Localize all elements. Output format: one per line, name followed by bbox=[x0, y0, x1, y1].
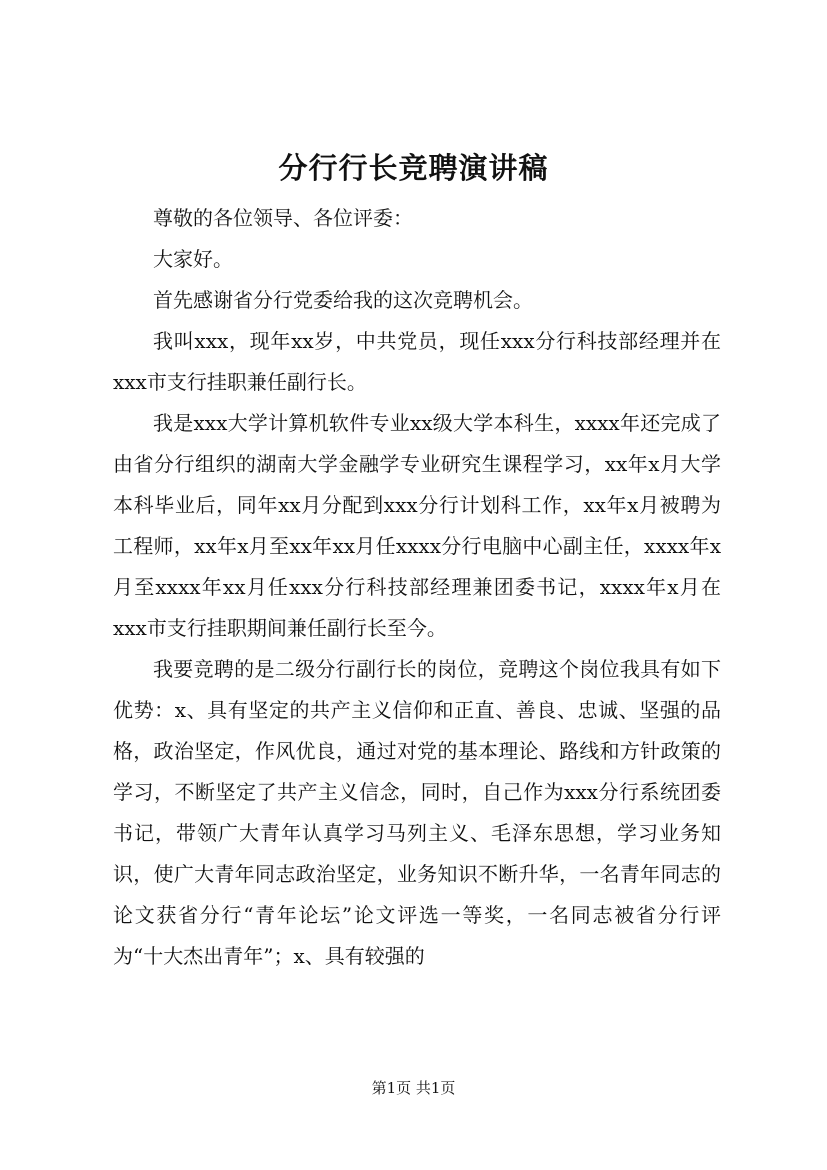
page-number-label: 第1页 共1页 bbox=[371, 1079, 456, 1097]
paragraph-greeting: 大家好。 bbox=[153, 247, 233, 271]
page-footer bbox=[0, 1078, 827, 1098]
paragraph-advantages: 我要竞聘的是二级分行副行长的岗位，竞聘这个岗位我具有如下优势：x、具有坚定的共产主义信仰和正直、善良、忠诚、坚强的品格，政治坚定，作风优良，通过对党的基本理论、路线和方针政策的学习，不断坚定了共产主义信念，同时，自己作为xxx分行系统团委书记，带领广大青年认真学习马列主义、毛泽东思想，学习业务知识，使广大青年同志政治坚定，业务知识不断升华，一名青年同志的论文获省分行“青年论坛”论文评选一等奖，一名同志被省分行评为“十大杰出青年”；x、具有较强的 bbox=[113, 657, 721, 968]
paragraph-salutation: 尊敬的各位领导、各位评委： bbox=[153, 206, 413, 230]
document-title: 分行行长竞聘演讲稿 bbox=[278, 151, 549, 185]
paragraph-background: 我是xxx大学计算机软件专业xx级大学本科生，xxxx年还完成了由省分行组织的湖南大学金融学专业研究生课程学习，xx年x月大学本科毕业后，同年xx月分配到xxx分行计划科工作，xx年x月被聘为工程师，xx年x月至xx年xx月任xxxx分行电脑中心副主任，xxxx年x月至xxxx年xx月任xxx分行科技部经理兼团委书记，xxxx年x月在xxx市支行挂职期间兼任副行长至今。 bbox=[113, 411, 721, 640]
document-body bbox=[113, 198, 721, 977]
paragraph-introduction: 我叫xxx，现年xx岁，中共党员，现任xxx分行科技部经理并在xxx市支行挂职兼任副行长。 bbox=[113, 329, 721, 394]
paragraph-thanks: 首先感谢省分行党委给我的这次竞聘机会。 bbox=[153, 288, 533, 312]
